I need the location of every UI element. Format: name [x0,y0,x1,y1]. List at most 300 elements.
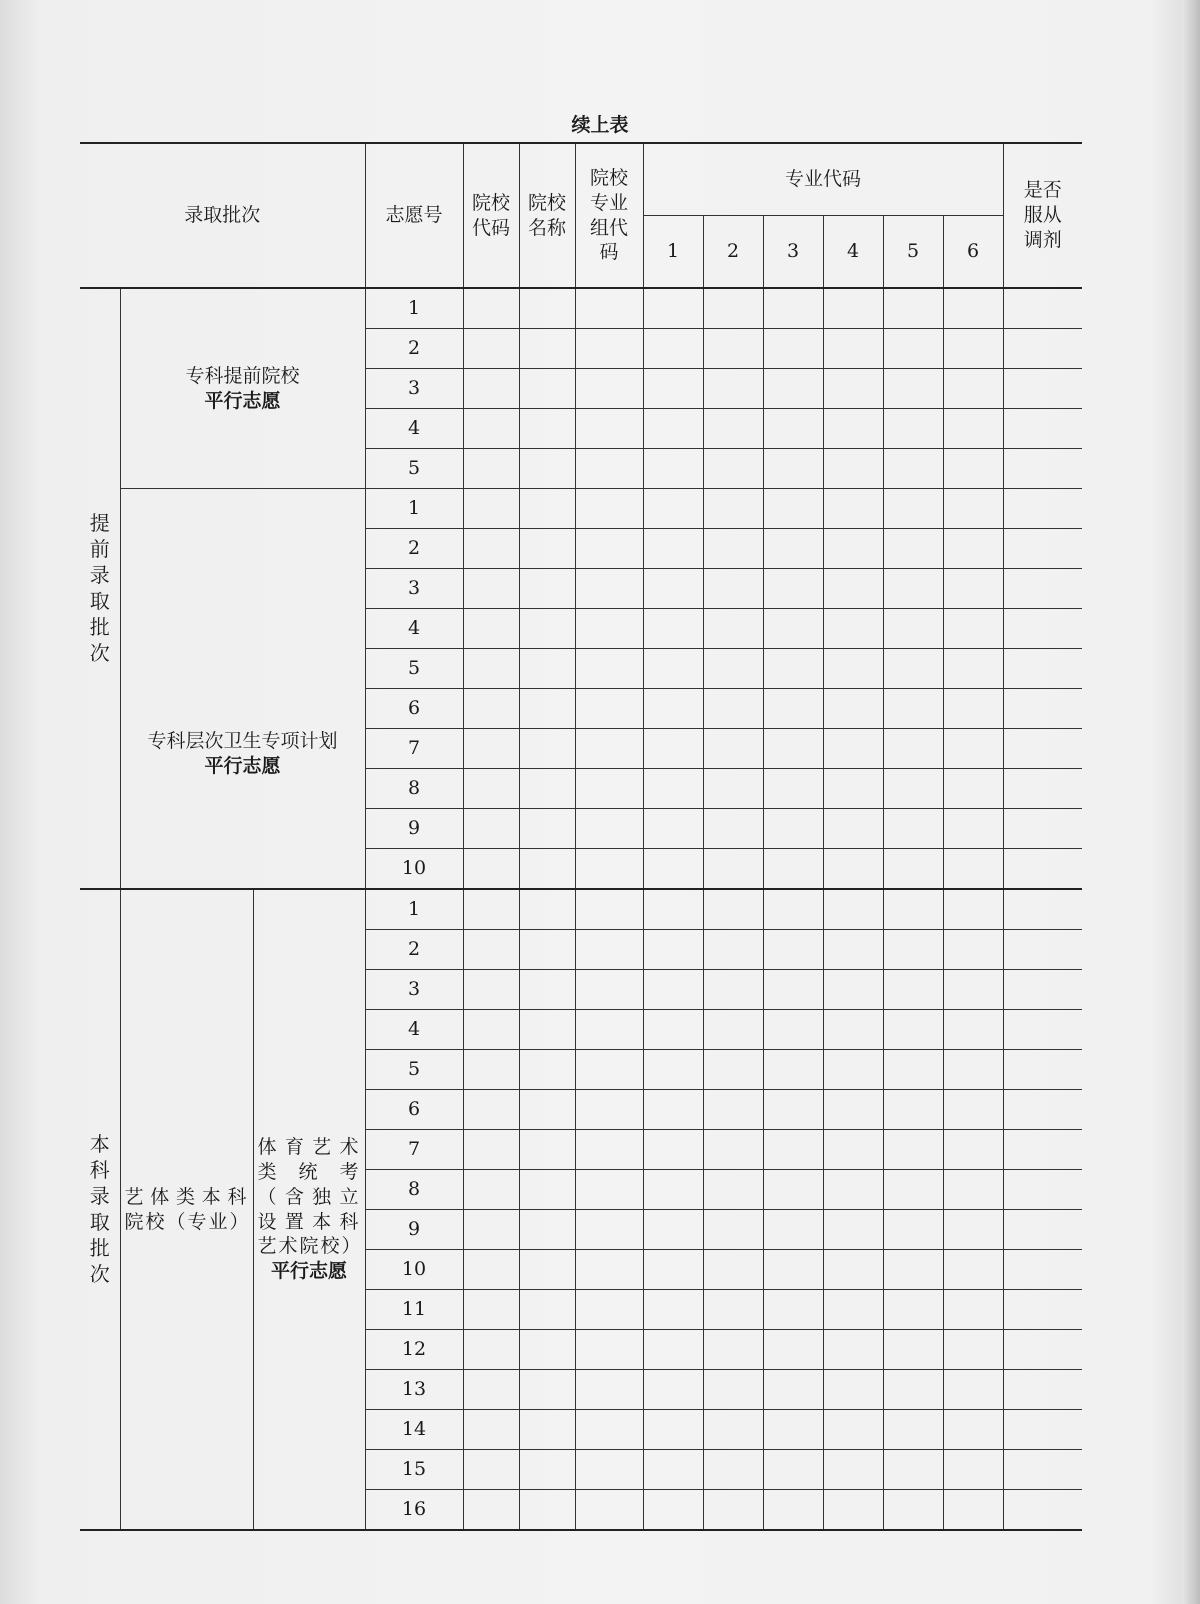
major-4-cell[interactable] [823,489,883,529]
major-3-cell[interactable] [763,649,823,689]
major-2-cell[interactable] [703,1250,763,1290]
major-1-cell[interactable] [643,369,703,409]
major-5-cell[interactable] [883,1010,943,1050]
school-name-cell[interactable] [519,849,575,890]
major-3-cell[interactable] [763,489,823,529]
adjust-cell[interactable] [1003,288,1082,329]
major-4-cell[interactable] [823,970,883,1010]
major-2-cell[interactable] [703,1410,763,1450]
group-code-cell[interactable] [575,1490,643,1531]
major-3-cell[interactable] [763,1050,823,1090]
major-6-cell[interactable] [943,809,1003,849]
school-code-cell[interactable] [463,609,519,649]
school-code-cell[interactable] [463,1290,519,1330]
major-2-cell[interactable] [703,329,763,369]
major-6-cell[interactable] [943,1010,1003,1050]
major-5-cell[interactable] [883,1410,943,1450]
major-3-cell[interactable] [763,889,823,930]
major-2-cell[interactable] [703,1330,763,1370]
adjust-cell[interactable] [1003,1290,1082,1330]
major-3-cell[interactable] [763,1250,823,1290]
major-6-cell[interactable] [943,889,1003,930]
school-name-cell[interactable] [519,409,575,449]
major-6-cell[interactable] [943,649,1003,689]
school-code-cell[interactable] [463,769,519,809]
major-1-cell[interactable] [643,609,703,649]
major-5-cell[interactable] [883,1250,943,1290]
major-1-cell[interactable] [643,1290,703,1330]
school-code-cell[interactable] [463,970,519,1010]
school-code-cell[interactable] [463,1250,519,1290]
major-1-cell[interactable] [643,649,703,689]
major-6-cell[interactable] [943,609,1003,649]
major-3-cell[interactable] [763,529,823,569]
group-code-cell[interactable] [575,1450,643,1490]
school-name-cell[interactable] [519,1450,575,1490]
major-4-cell[interactable] [823,609,883,649]
major-3-cell[interactable] [763,849,823,890]
group-code-cell[interactable] [575,649,643,689]
school-name-cell[interactable] [519,769,575,809]
adjust-cell[interactable] [1003,1050,1082,1090]
school-code-cell[interactable] [463,1170,519,1210]
major-6-cell[interactable] [943,569,1003,609]
major-3-cell[interactable] [763,1450,823,1490]
major-5-cell[interactable] [883,489,943,529]
major-2-cell[interactable] [703,769,763,809]
school-code-cell[interactable] [463,809,519,849]
school-name-cell[interactable] [519,569,575,609]
major-6-cell[interactable] [943,409,1003,449]
major-3-cell[interactable] [763,449,823,489]
school-name-cell[interactable] [519,1090,575,1130]
group-code-cell[interactable] [575,1250,643,1290]
major-1-cell[interactable] [643,1410,703,1450]
group-code-cell[interactable] [575,369,643,409]
school-code-cell[interactable] [463,1490,519,1531]
school-name-cell[interactable] [519,930,575,970]
major-3-cell[interactable] [763,930,823,970]
group-code-cell[interactable] [575,609,643,649]
group-code-cell[interactable] [575,288,643,329]
major-4-cell[interactable] [823,1210,883,1250]
major-1-cell[interactable] [643,930,703,970]
major-4-cell[interactable] [823,288,883,329]
group-code-cell[interactable] [575,1210,643,1250]
major-5-cell[interactable] [883,1370,943,1410]
major-5-cell[interactable] [883,970,943,1010]
major-6-cell[interactable] [943,1050,1003,1090]
major-3-cell[interactable] [763,1210,823,1250]
major-1-cell[interactable] [643,1450,703,1490]
major-1-cell[interactable] [643,569,703,609]
group-code-cell[interactable] [575,729,643,769]
major-3-cell[interactable] [763,1410,823,1450]
group-code-cell[interactable] [575,1170,643,1210]
major-2-cell[interactable] [703,369,763,409]
major-1-cell[interactable] [643,489,703,529]
major-2-cell[interactable] [703,569,763,609]
major-6-cell[interactable] [943,1370,1003,1410]
major-2-cell[interactable] [703,1130,763,1170]
major-2-cell[interactable] [703,930,763,970]
major-1-cell[interactable] [643,769,703,809]
adjust-cell[interactable] [1003,809,1082,849]
school-name-cell[interactable] [519,1170,575,1210]
adjust-cell[interactable] [1003,769,1082,809]
school-code-cell[interactable] [463,649,519,689]
major-2-cell[interactable] [703,449,763,489]
major-1-cell[interactable] [643,1090,703,1130]
school-code-cell[interactable] [463,889,519,930]
major-6-cell[interactable] [943,489,1003,529]
major-2-cell[interactable] [703,409,763,449]
major-1-cell[interactable] [643,1370,703,1410]
major-2-cell[interactable] [703,849,763,890]
school-code-cell[interactable] [463,369,519,409]
school-code-cell[interactable] [463,569,519,609]
major-5-cell[interactable] [883,1050,943,1090]
major-5-cell[interactable] [883,609,943,649]
major-2-cell[interactable] [703,729,763,769]
school-name-cell[interactable] [519,970,575,1010]
group-code-cell[interactable] [575,489,643,529]
major-4-cell[interactable] [823,1090,883,1130]
school-code-cell[interactable] [463,288,519,329]
major-5-cell[interactable] [883,449,943,489]
school-code-cell[interactable] [463,729,519,769]
major-2-cell[interactable] [703,1210,763,1250]
major-1-cell[interactable] [643,809,703,849]
major-4-cell[interactable] [823,729,883,769]
major-6-cell[interactable] [943,1090,1003,1130]
major-3-cell[interactable] [763,1330,823,1370]
major-1-cell[interactable] [643,1010,703,1050]
major-4-cell[interactable] [823,1050,883,1090]
major-4-cell[interactable] [823,689,883,729]
major-3-cell[interactable] [763,569,823,609]
major-6-cell[interactable] [943,729,1003,769]
major-5-cell[interactable] [883,1330,943,1370]
major-2-cell[interactable] [703,689,763,729]
adjust-cell[interactable] [1003,409,1082,449]
major-2-cell[interactable] [703,809,763,849]
major-1-cell[interactable] [643,970,703,1010]
group-code-cell[interactable] [575,1090,643,1130]
major-3-cell[interactable] [763,369,823,409]
major-1-cell[interactable] [643,1330,703,1370]
major-5-cell[interactable] [883,569,943,609]
school-code-cell[interactable] [463,1410,519,1450]
major-2-cell[interactable] [703,1490,763,1531]
school-name-cell[interactable] [519,1370,575,1410]
major-1-cell[interactable] [643,529,703,569]
major-4-cell[interactable] [823,329,883,369]
major-1-cell[interactable] [643,1210,703,1250]
major-3-cell[interactable] [763,689,823,729]
school-code-cell[interactable] [463,529,519,569]
major-5-cell[interactable] [883,1490,943,1531]
major-3-cell[interactable] [763,970,823,1010]
major-5-cell[interactable] [883,1210,943,1250]
school-code-cell[interactable] [463,1210,519,1250]
group-code-cell[interactable] [575,329,643,369]
adjust-cell[interactable] [1003,1370,1082,1410]
major-3-cell[interactable] [763,769,823,809]
adjust-cell[interactable] [1003,1210,1082,1250]
major-6-cell[interactable] [943,329,1003,369]
group-code-cell[interactable] [575,1130,643,1170]
major-3-cell[interactable] [763,809,823,849]
group-code-cell[interactable] [575,1010,643,1050]
school-name-cell[interactable] [519,729,575,769]
major-2-cell[interactable] [703,970,763,1010]
major-6-cell[interactable] [943,1170,1003,1210]
major-6-cell[interactable] [943,288,1003,329]
group-code-cell[interactable] [575,970,643,1010]
group-code-cell[interactable] [575,809,643,849]
school-name-cell[interactable] [519,489,575,529]
school-name-cell[interactable] [519,649,575,689]
major-4-cell[interactable] [823,1290,883,1330]
major-4-cell[interactable] [823,449,883,489]
group-code-cell[interactable] [575,1410,643,1450]
adjust-cell[interactable] [1003,1170,1082,1210]
major-2-cell[interactable] [703,1010,763,1050]
major-4-cell[interactable] [823,1370,883,1410]
school-code-cell[interactable] [463,1010,519,1050]
major-1-cell[interactable] [643,1130,703,1170]
major-2-cell[interactable] [703,889,763,930]
school-name-cell[interactable] [519,889,575,930]
major-4-cell[interactable] [823,1010,883,1050]
major-5-cell[interactable] [883,369,943,409]
adjust-cell[interactable] [1003,729,1082,769]
group-code-cell[interactable] [575,449,643,489]
major-4-cell[interactable] [823,649,883,689]
school-code-cell[interactable] [463,930,519,970]
major-1-cell[interactable] [643,849,703,890]
major-6-cell[interactable] [943,1330,1003,1370]
major-2-cell[interactable] [703,1370,763,1410]
school-name-cell[interactable] [519,329,575,369]
major-6-cell[interactable] [943,689,1003,729]
major-6-cell[interactable] [943,449,1003,489]
major-6-cell[interactable] [943,930,1003,970]
major-4-cell[interactable] [823,889,883,930]
major-5-cell[interactable] [883,649,943,689]
major-2-cell[interactable] [703,649,763,689]
adjust-cell[interactable] [1003,489,1082,529]
school-code-cell[interactable] [463,449,519,489]
adjust-cell[interactable] [1003,569,1082,609]
major-3-cell[interactable] [763,729,823,769]
major-3-cell[interactable] [763,1090,823,1130]
group-code-cell[interactable] [575,409,643,449]
major-4-cell[interactable] [823,930,883,970]
major-1-cell[interactable] [643,449,703,489]
major-6-cell[interactable] [943,1250,1003,1290]
major-4-cell[interactable] [823,809,883,849]
school-name-cell[interactable] [519,449,575,489]
major-5-cell[interactable] [883,849,943,890]
major-4-cell[interactable] [823,1490,883,1531]
major-5-cell[interactable] [883,329,943,369]
major-6-cell[interactable] [943,529,1003,569]
major-5-cell[interactable] [883,288,943,329]
school-code-cell[interactable] [463,1370,519,1410]
school-name-cell[interactable] [519,1250,575,1290]
major-3-cell[interactable] [763,1290,823,1330]
adjust-cell[interactable] [1003,930,1082,970]
major-2-cell[interactable] [703,609,763,649]
school-name-cell[interactable] [519,1290,575,1330]
major-2-cell[interactable] [703,288,763,329]
adjust-cell[interactable] [1003,970,1082,1010]
major-5-cell[interactable] [883,769,943,809]
school-name-cell[interactable] [519,1050,575,1090]
major-5-cell[interactable] [883,809,943,849]
major-6-cell[interactable] [943,1410,1003,1450]
major-1-cell[interactable] [643,729,703,769]
adjust-cell[interactable] [1003,369,1082,409]
major-4-cell[interactable] [823,1330,883,1370]
major-5-cell[interactable] [883,729,943,769]
adjust-cell[interactable] [1003,889,1082,930]
school-name-cell[interactable] [519,689,575,729]
school-name-cell[interactable] [519,609,575,649]
group-code-cell[interactable] [575,569,643,609]
major-1-cell[interactable] [643,1250,703,1290]
adjust-cell[interactable] [1003,529,1082,569]
adjust-cell[interactable] [1003,609,1082,649]
major-6-cell[interactable] [943,849,1003,890]
major-3-cell[interactable] [763,1170,823,1210]
major-3-cell[interactable] [763,1490,823,1531]
school-code-cell[interactable] [463,1450,519,1490]
major-5-cell[interactable] [883,1090,943,1130]
major-1-cell[interactable] [643,889,703,930]
school-name-cell[interactable] [519,809,575,849]
major-3-cell[interactable] [763,1370,823,1410]
major-3-cell[interactable] [763,329,823,369]
major-1-cell[interactable] [643,1490,703,1531]
adjust-cell[interactable] [1003,1130,1082,1170]
major-2-cell[interactable] [703,1170,763,1210]
adjust-cell[interactable] [1003,1250,1082,1290]
major-6-cell[interactable] [943,769,1003,809]
major-4-cell[interactable] [823,369,883,409]
group-code-cell[interactable] [575,689,643,729]
group-code-cell[interactable] [575,769,643,809]
major-6-cell[interactable] [943,369,1003,409]
school-name-cell[interactable] [519,1330,575,1370]
major-4-cell[interactable] [823,1130,883,1170]
major-3-cell[interactable] [763,1010,823,1050]
school-name-cell[interactable] [519,369,575,409]
school-name-cell[interactable] [519,1210,575,1250]
school-name-cell[interactable] [519,288,575,329]
adjust-cell[interactable] [1003,1490,1082,1531]
major-2-cell[interactable] [703,1090,763,1130]
school-code-cell[interactable] [463,409,519,449]
group-code-cell[interactable] [575,1370,643,1410]
school-name-cell[interactable] [519,1130,575,1170]
major-2-cell[interactable] [703,529,763,569]
major-2-cell[interactable] [703,489,763,529]
group-code-cell[interactable] [575,1050,643,1090]
major-4-cell[interactable] [823,1250,883,1290]
major-1-cell[interactable] [643,1170,703,1210]
major-6-cell[interactable] [943,1290,1003,1330]
school-name-cell[interactable] [519,1010,575,1050]
major-5-cell[interactable] [883,409,943,449]
adjust-cell[interactable] [1003,1410,1082,1450]
group-code-cell[interactable] [575,1290,643,1330]
major-1-cell[interactable] [643,409,703,449]
major-4-cell[interactable] [823,849,883,890]
major-4-cell[interactable] [823,1410,883,1450]
school-name-cell[interactable] [519,1490,575,1531]
major-5-cell[interactable] [883,1290,943,1330]
school-code-cell[interactable] [463,849,519,890]
major-1-cell[interactable] [643,329,703,369]
adjust-cell[interactable] [1003,849,1082,890]
major-4-cell[interactable] [823,769,883,809]
major-2-cell[interactable] [703,1450,763,1490]
major-5-cell[interactable] [883,689,943,729]
major-1-cell[interactable] [643,1050,703,1090]
group-code-cell[interactable] [575,889,643,930]
major-6-cell[interactable] [943,970,1003,1010]
group-code-cell[interactable] [575,930,643,970]
school-code-cell[interactable] [463,1090,519,1130]
major-4-cell[interactable] [823,529,883,569]
major-5-cell[interactable] [883,930,943,970]
school-code-cell[interactable] [463,1050,519,1090]
major-6-cell[interactable] [943,1210,1003,1250]
school-code-cell[interactable] [463,489,519,529]
adjust-cell[interactable] [1003,689,1082,729]
adjust-cell[interactable] [1003,1010,1082,1050]
major-6-cell[interactable] [943,1130,1003,1170]
adjust-cell[interactable] [1003,329,1082,369]
major-3-cell[interactable] [763,1130,823,1170]
major-3-cell[interactable] [763,288,823,329]
adjust-cell[interactable] [1003,449,1082,489]
group-code-cell[interactable] [575,849,643,890]
school-code-cell[interactable] [463,329,519,369]
major-2-cell[interactable] [703,1050,763,1090]
major-3-cell[interactable] [763,609,823,649]
major-6-cell[interactable] [943,1450,1003,1490]
school-name-cell[interactable] [519,1410,575,1450]
major-5-cell[interactable] [883,889,943,930]
major-2-cell[interactable] [703,1290,763,1330]
school-code-cell[interactable] [463,1330,519,1370]
school-code-cell[interactable] [463,689,519,729]
major-4-cell[interactable] [823,1450,883,1490]
major-5-cell[interactable] [883,1130,943,1170]
group-code-cell[interactable] [575,1330,643,1370]
major-6-cell[interactable] [943,1490,1003,1531]
adjust-cell[interactable] [1003,1090,1082,1130]
major-3-cell[interactable] [763,409,823,449]
adjust-cell[interactable] [1003,649,1082,689]
major-5-cell[interactable] [883,529,943,569]
major-1-cell[interactable] [643,689,703,729]
major-4-cell[interactable] [823,569,883,609]
